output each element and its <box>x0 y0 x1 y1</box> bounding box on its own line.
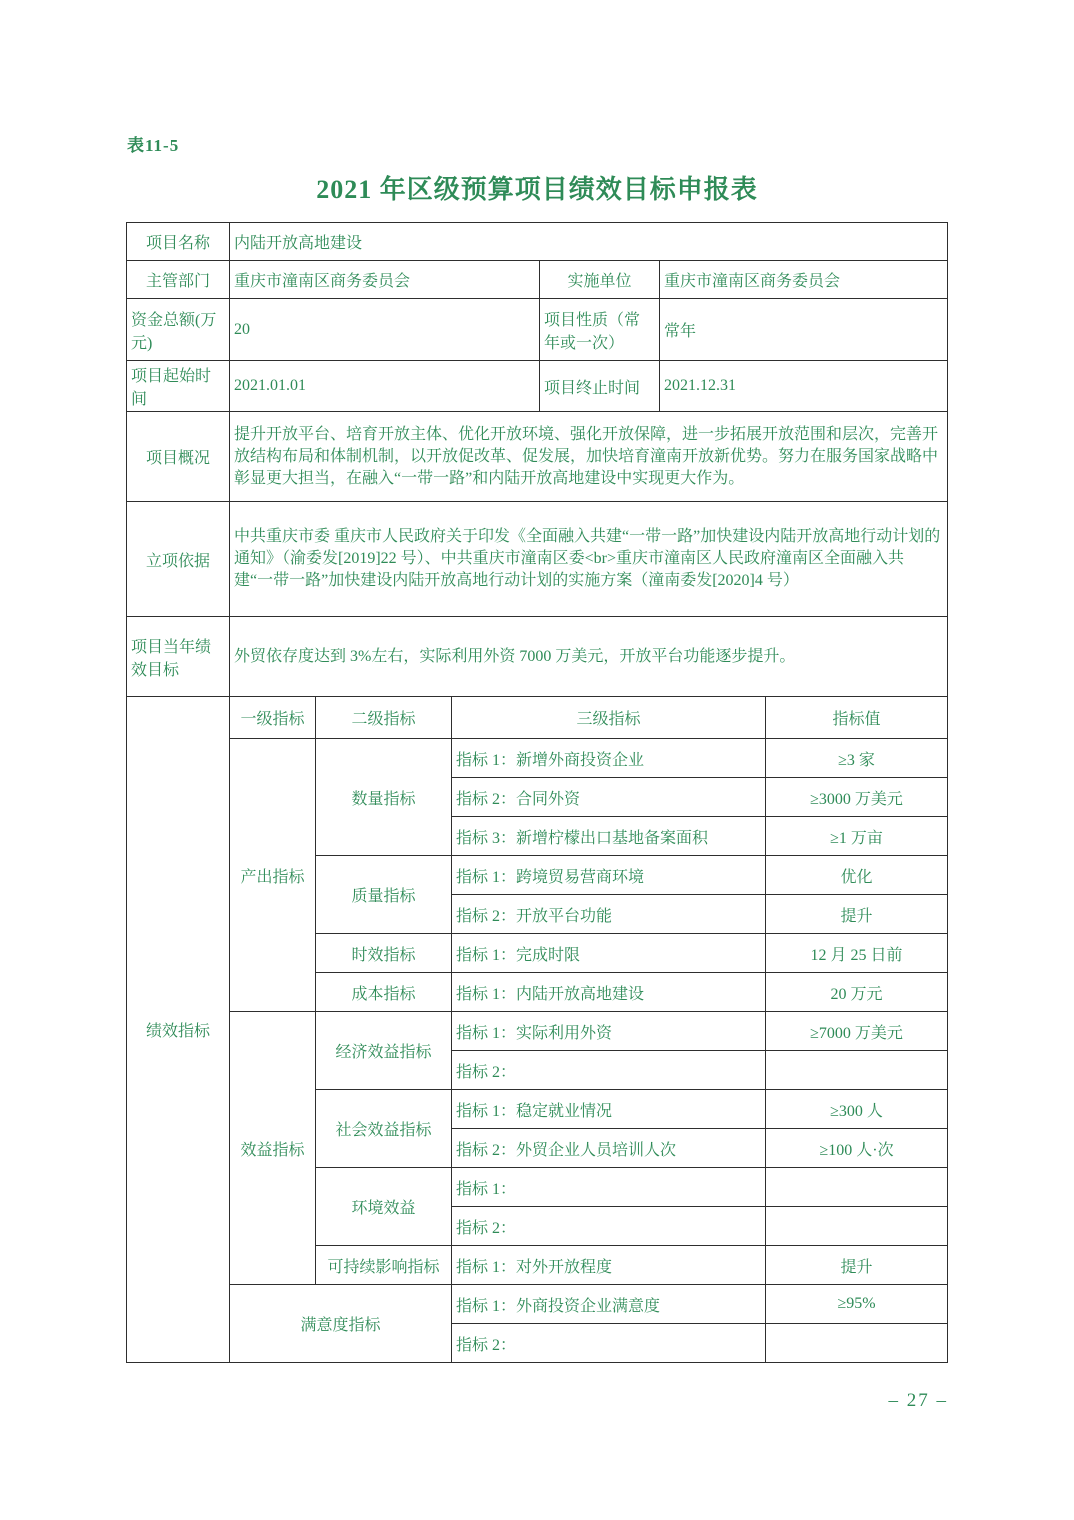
indicator-name: 指标 2：外贸企业人员培训人次 <box>452 1129 766 1168</box>
row-fund-nature <box>127 299 948 361</box>
indicator-value: ≥1 万亩 <box>766 817 948 856</box>
end-date-value: 2021.12.31 <box>660 361 948 412</box>
indicator-value <box>766 1051 948 1090</box>
indicator-name: 指标 1：新增外商投资企业 <box>452 739 766 778</box>
indicator-name: 指标 2： <box>452 1207 766 1246</box>
indicator-value: 20 万元 <box>766 973 948 1012</box>
row-project-name <box>127 223 948 261</box>
indicator-name: 指标 1：外商投资企业满意度 <box>452 1285 766 1324</box>
basis-label: 立项依据 <box>127 502 230 617</box>
indicator-name: 指标 1：稳定就业情况 <box>452 1090 766 1129</box>
fund-value: 20 <box>230 299 540 361</box>
nature-label: 项目性质（常年或一次） <box>540 299 660 361</box>
l2-label-quantity: 数量指标 <box>316 739 452 856</box>
indicator-value <box>766 1207 948 1246</box>
indicator-value: ≥95% <box>766 1285 948 1324</box>
l2-label-environment: 环境效益 <box>316 1168 452 1246</box>
row-dates <box>127 361 948 412</box>
l2-label-cost: 成本指标 <box>316 973 452 1012</box>
indicator-name: 指标 1：实际利用外资 <box>452 1012 766 1051</box>
page-number: – 27 – <box>888 1390 948 1411</box>
indicator-value: 优化 <box>766 856 948 895</box>
indicator-name: 指标 1：跨境贸易营商环境 <box>452 856 766 895</box>
row-basis <box>127 502 948 617</box>
nature-value: 常年 <box>660 299 948 361</box>
l1-header: 一级指标 <box>230 697 316 739</box>
indicator-name: 指标 2：合同外资 <box>452 778 766 817</box>
indicator-value: 12 月 25 日前 <box>766 934 948 973</box>
overview-label: 项目概况 <box>127 412 230 502</box>
impl-label: 实施单位 <box>540 261 660 299</box>
l2-label-sustainability: 可持续影响指标 <box>316 1246 452 1285</box>
table-number-label: 表11-5 <box>127 136 180 155</box>
row-annual-goal <box>127 617 948 697</box>
indicator-name: 指标 1： <box>452 1168 766 1207</box>
l2-label-economic: 经济效益指标 <box>316 1012 452 1090</box>
l3-header: 三级指标 <box>452 697 766 739</box>
indicator-value: ≥3 家 <box>766 739 948 778</box>
basis-text: 中共重庆市委 重庆市人民政府关于印发《全面融入共建“一带一路”加快建设内陆开放高地行动计划的通知》（渝委发[2019]22 号）、中共重庆市潼南区委<br>重庆市潼南区人民政府潼南区全面融入共建“一带一路”加快建设内陆开放高地行动计划的实施方案（潼南委发[2020]4 号） <box>230 502 948 617</box>
indicator-value: ≥7000 万美元 <box>766 1012 948 1051</box>
indicator-value: ≥3000 万美元 <box>766 778 948 817</box>
value-header: 指标值 <box>766 697 948 739</box>
project-name-label: 项目名称 <box>127 223 230 261</box>
start-date-value: 2021.01.01 <box>230 361 540 412</box>
indicator-value <box>766 1168 948 1207</box>
indicator-name: 指标 1：内陆开放高地建设 <box>452 973 766 1012</box>
indicator-value: 提升 <box>766 1246 948 1285</box>
declaration-form-table <box>126 222 948 1363</box>
document-title: 2021 年区级预算项目绩效目标申报表 <box>316 175 758 204</box>
indicator-value: 提升 <box>766 895 948 934</box>
row-indicator-headers <box>127 697 948 739</box>
dept-label: 主管部门 <box>127 261 230 299</box>
fund-label: 资金总额(万元) <box>127 299 230 361</box>
dept-value: 重庆市潼南区商务委员会 <box>230 261 540 299</box>
indicator-value <box>766 1324 948 1363</box>
indicator-row <box>127 1012 948 1051</box>
l2-label-social: 社会效益指标 <box>316 1090 452 1168</box>
indicator-name: 指标 3：新增柠檬出口基地备案面积 <box>452 817 766 856</box>
annual-goal-label: 项目当年绩效目标 <box>127 617 230 697</box>
end-date-label: 项目终止时间 <box>540 361 660 412</box>
indicator-row <box>127 739 948 778</box>
overview-text: 提升开放平台、培育开放主体、优化开放环境、强化开放保障，进一步拓展开放范围和层次，完善开放结构布局和体制机制，以开放促改革、促发展，加快培育潼南开放新优势。努力在服务国家战略中彰显更大担当，在融入“一带一路”和内陆开放高地建设中实现更大作为。 <box>230 412 948 502</box>
indicator-name: 指标 2： <box>452 1324 766 1363</box>
row-departments <box>127 261 948 299</box>
indicator-name: 指标 1：完成时限 <box>452 934 766 973</box>
indicator-value: ≥100 人·次 <box>766 1129 948 1168</box>
indicator-row <box>127 1285 948 1324</box>
start-date-label: 项目起始时间 <box>127 361 230 412</box>
indicator-name: 指标 2：开放平台功能 <box>452 895 766 934</box>
l1-label-output: 产出指标 <box>230 739 316 1012</box>
l1-label-benefit: 效益指标 <box>230 1012 316 1285</box>
l2-header: 二级指标 <box>316 697 452 739</box>
satisfaction-label: 满意度指标 <box>230 1285 452 1363</box>
l2-label-timeliness: 时效指标 <box>316 934 452 973</box>
row-overview <box>127 412 948 502</box>
indicator-name: 指标 1：对外开放程度 <box>452 1246 766 1285</box>
performance-section-label: 绩效指标 <box>127 697 230 1363</box>
l2-label-quality: 质量指标 <box>316 856 452 934</box>
project-name-value: 内陆开放高地建设 <box>230 223 948 261</box>
annual-goal-text: 外贸依存度达到 3%左右，实际利用外资 7000 万美元，开放平台功能逐步提升。 <box>230 617 948 697</box>
indicator-name: 指标 2： <box>452 1051 766 1090</box>
impl-value: 重庆市潼南区商务委员会 <box>660 261 948 299</box>
indicator-value: ≥300 人 <box>766 1090 948 1129</box>
